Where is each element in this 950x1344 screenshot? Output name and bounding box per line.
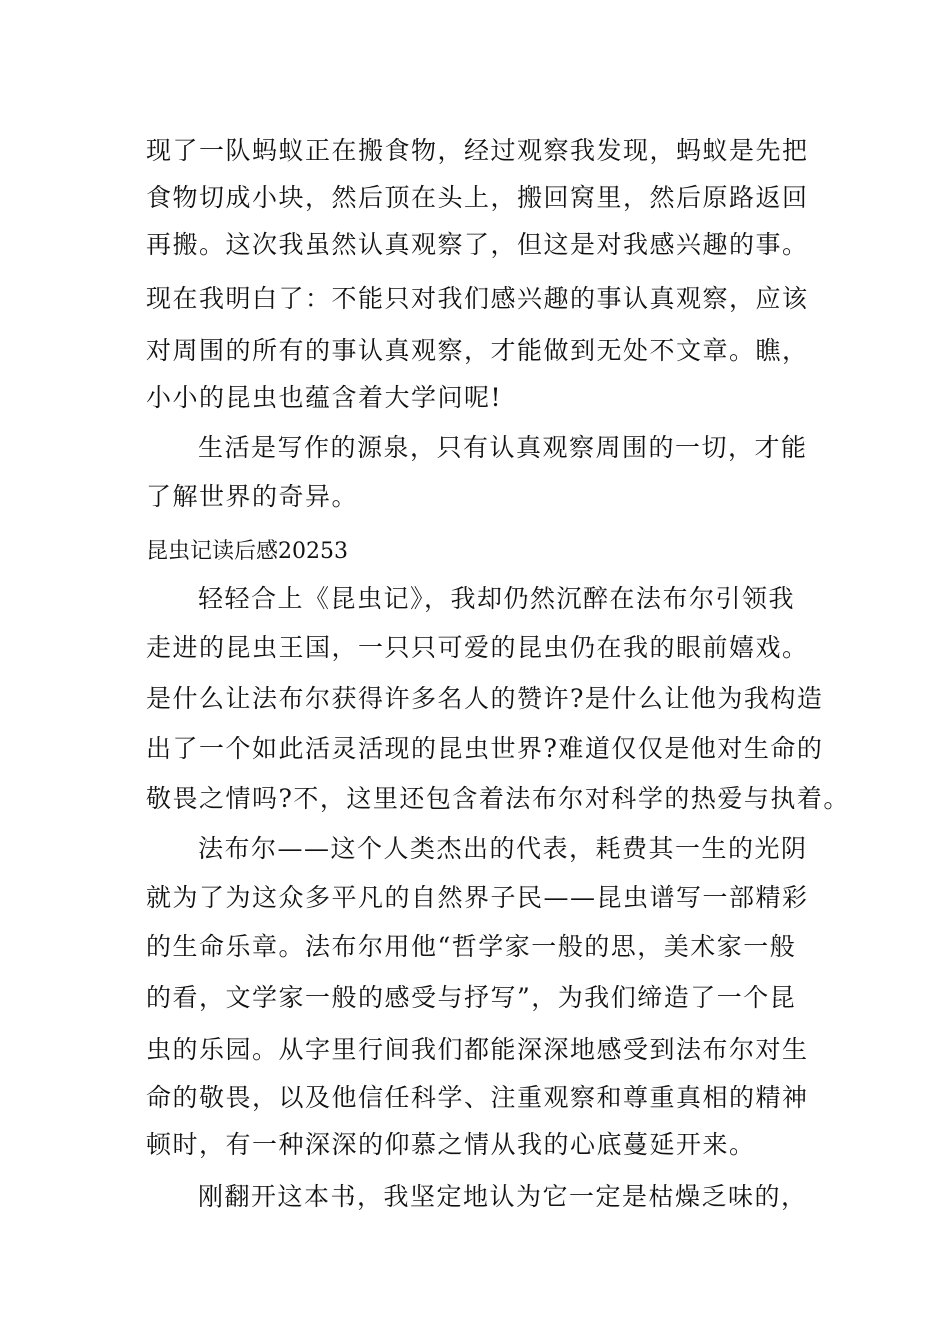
text-line: 现了一队蚂蚁正在搬食物，经过观察我发现，蚂蚁是先把	[146, 136, 809, 165]
text-line: 的看，文学家一般的感受与抒写”，为我们缔造了一个昆	[146, 983, 797, 1012]
section-heading: 昆虫记读后感20253	[146, 539, 348, 564]
text-line: 再搬。这次我虽然认真观察了，但这是对我感兴趣的事。	[146, 230, 809, 259]
text-line: 现在我明白了：不能只对我们感兴趣的事认真观察，应该	[146, 284, 809, 313]
text-line: 出了一个如此活灵活现的昆虫世界?难道仅仅是他对生命的	[146, 734, 824, 763]
text-line: 对周围的所有的事认真观察，才能做到无处不文章。瞧，	[146, 336, 809, 365]
text-line: 走进的昆虫王国，一只只可爱的昆虫仍在我的眼前嬉戏。	[146, 633, 809, 662]
text-line: 小小的昆虫也蕴含着大学问呢!	[146, 383, 503, 412]
text-line: 是什么让法布尔获得许多名人的赞许?是什么让他为我构造	[146, 684, 824, 713]
text-line: 食物切成小块，然后顶在头上，搬回窝里，然后原路返回	[146, 183, 809, 212]
text-line: 顿时，有一种深深的仰慕之情从我的心底蔓延开来。	[146, 1130, 756, 1159]
text-line: 敬畏之情吗?不，这里还包含着法布尔对科学的热爱与执着。	[146, 784, 850, 813]
paragraph-first-line: 轻轻合上《昆虫记》，我却仍然沉醉在法布尔引领我	[198, 584, 796, 613]
text-line: 了解世界的奇异。	[146, 482, 359, 511]
text-line: 命的敬畏，以及他信任科学、注重观察和尊重真相的精神	[146, 1083, 809, 1112]
text-line: 就为了为这众多平凡的自然界子民——昆虫谱写一部精彩	[146, 883, 809, 912]
paragraph-first-line: 生活是写作的源泉，只有认真观察周围的一切，才能	[198, 433, 808, 462]
text-line: 的生命乐章。法布尔用他“哲学家一般的思，美术家一般	[146, 932, 797, 961]
paragraph-first-line: 法布尔——这个人类杰出的代表，耗费其一生的光阴	[198, 834, 808, 863]
text-line: 虫的乐园。从字里行间我们都能深深地感受到法布尔对生	[146, 1035, 809, 1064]
paragraph-first-line: 刚翻开这本书，我坚定地认为它一定是枯燥乏味的，	[198, 1182, 808, 1211]
